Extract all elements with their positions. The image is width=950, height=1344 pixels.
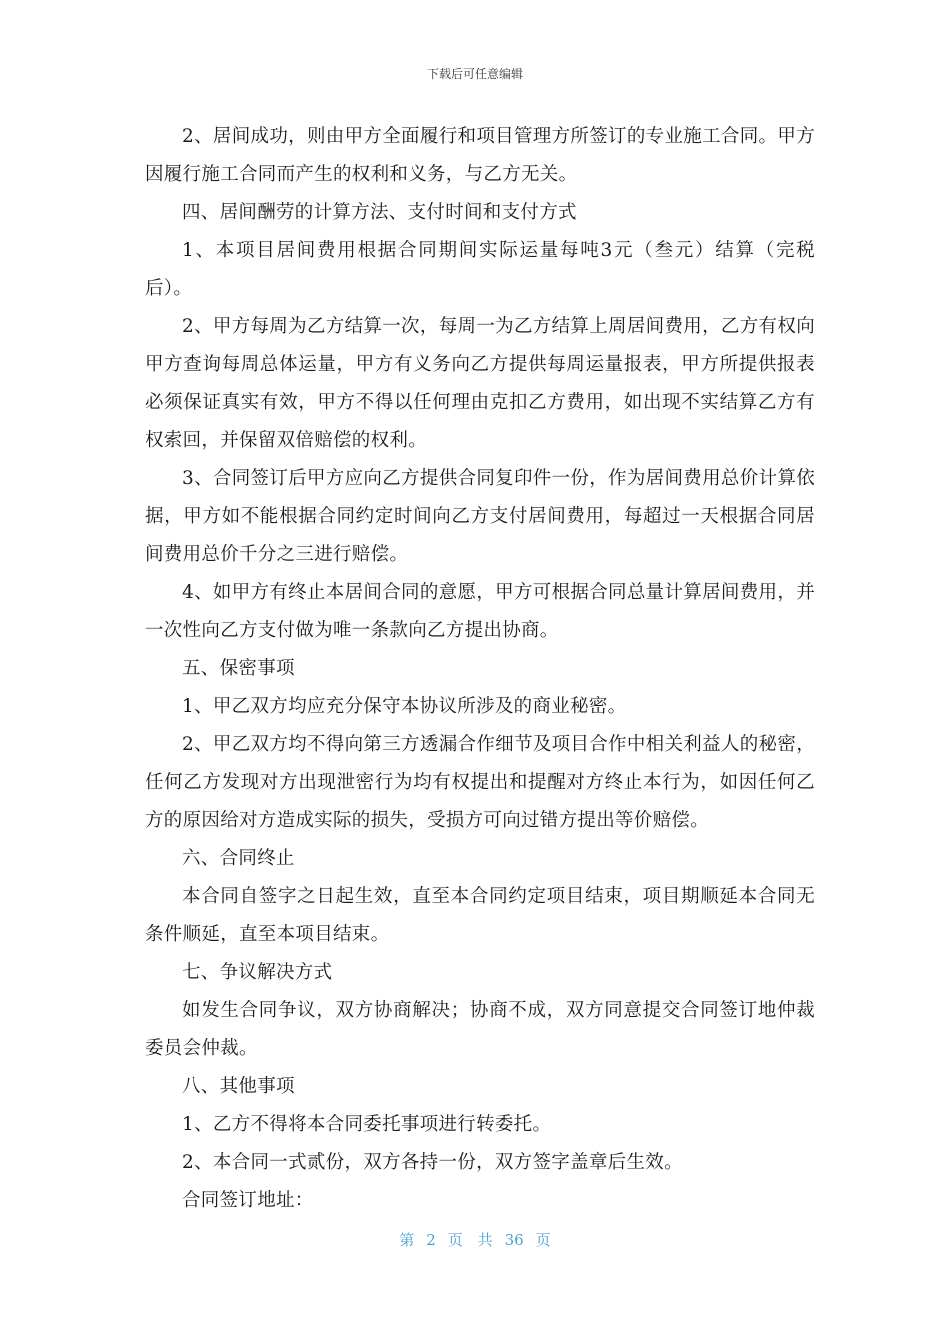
- section-heading: 六、合同终止: [182, 848, 295, 869]
- paragraph: 如发生合同争议，双方协商解决；协商不成，双方同意提交合同签订地仲裁委员会仲裁。: [145, 1000, 815, 1059]
- section-heading: 八、其他事项: [182, 1076, 295, 1097]
- document-body: [145, 118, 815, 1220]
- paragraph: 2、甲方每周为乙方结算一次，每周一为乙方结算上周居间费用，乙方有权向甲方查询每周总体运量，甲方有义务向乙方提供每周运量报表，甲方所提供报表必须保证真实有效，甲方不得以任何理由克扣乙方费用，如出现不实结算乙方有权索回，并保留双倍赔偿的权利。: [145, 316, 815, 451]
- footer-prefix: 第: [399, 1231, 415, 1249]
- paragraph: 1、本项目居间费用根据合同期间实际运量每吨3元（叁元）结算（完税后）。: [145, 240, 815, 299]
- paragraph: 2、甲乙双方均不得向第三方透漏合作细节及项目合作中相关利益人的秘密，任何乙方发现对方出现泄密行为均有权提出和提醒对方终止本行为，如因任何乙方的原因给对方造成实际的损失，受损方可向过错方提出等价赔偿。: [145, 734, 815, 831]
- footer-middle: 页 共: [447, 1231, 493, 1249]
- paragraph: 本合同自签字之日起生效，直至本合同约定项目结束，项目期顺延本合同无条件顺延，直至本项目结束。: [145, 886, 815, 945]
- paragraph: 1、甲乙双方均应充分保守本协议所涉及的商业秘密。: [182, 696, 627, 717]
- paragraph: 2、居间成功，则由甲方全面履行和项目管理方所签订的专业施工合同。甲方因履行施工合同而产生的权利和义务，与乙方无关。: [145, 126, 815, 185]
- paragraph: 4、如甲方有终止本居间合同的意愿，甲方可根据合同总量计算居间费用，并一次性向乙方支付做为唯一条款向乙方提出协商。: [145, 582, 815, 641]
- page-header: 下载后可任意编辑: [426, 67, 523, 81]
- page-footer: [0, 1230, 950, 1250]
- section-heading: 七、争议解决方式: [182, 962, 333, 983]
- footer-suffix: 页: [535, 1231, 551, 1249]
- footer-page-number: 2: [426, 1231, 436, 1249]
- paragraph: 合同签订地址：: [182, 1190, 314, 1211]
- footer-total-pages: 36: [504, 1231, 524, 1249]
- section-heading: 四、居间酬劳的计算方法、支付时间和支付方式: [182, 202, 577, 223]
- section-heading: 五、保密事项: [182, 658, 295, 679]
- paragraph: 1、乙方不得将本合同委托事项进行转委托。: [182, 1114, 552, 1135]
- paragraph: 2、本合同一式贰份，双方各持一份，双方签字盖章后生效。: [182, 1152, 683, 1173]
- paragraph: 3、合同签订后甲方应向乙方提供合同复印件一份，作为居间费用总价计算依据，甲方如不能根据合同约定时间向乙方支付居间费用，每超过一天根据合同居间费用总价千分之三进行赔偿。: [145, 468, 815, 565]
